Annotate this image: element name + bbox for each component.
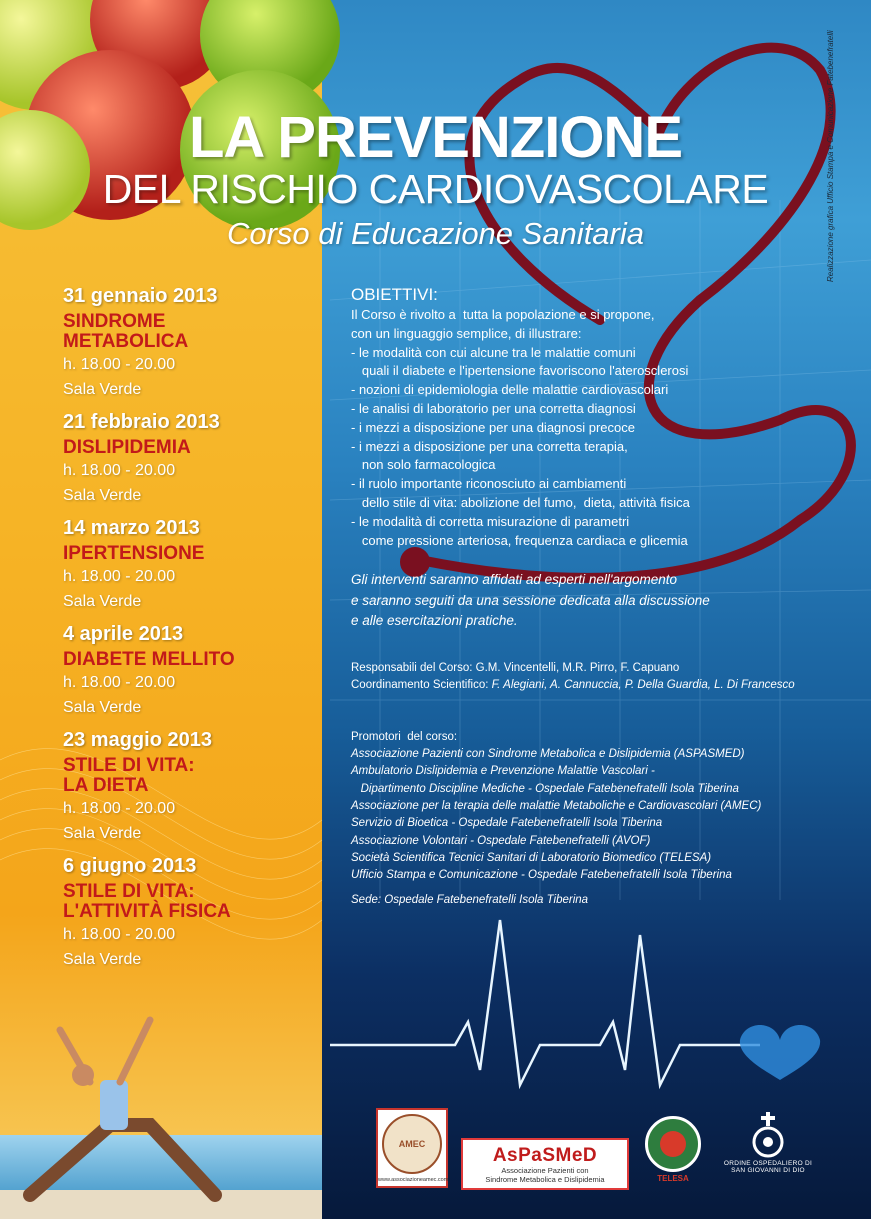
session-item bbox=[63, 622, 313, 720]
coordination-label: Coordinamento Scientifico: bbox=[351, 679, 492, 692]
session-room: Sala Verde bbox=[63, 699, 142, 716]
session-time: h. 18.00 - 20.00 bbox=[63, 674, 176, 691]
session-date: 31 gennaio 2013 bbox=[63, 285, 218, 307]
coordination-value: F. Alegiani, A. Cannuccia, P. Della Guardia, L. Di Francesco bbox=[491, 679, 795, 692]
graphic-credit: Realizzazione grafica Ufficio Stampa e Comunicazione Fatebenefratelli bbox=[826, 30, 835, 282]
promoter-item: Ufficio Stampa e Comunicazione - Ospedale Fatebenefratelli Isola Tiberina bbox=[351, 869, 732, 882]
aspasmed-name: AsPaSMeD bbox=[492, 1145, 598, 1166]
session-time: h. 18.00 - 20.00 bbox=[63, 356, 176, 373]
objectives-line: non solo farmacologica bbox=[351, 457, 496, 473]
amec-logo-name: AMEC bbox=[398, 1139, 426, 1149]
session-item bbox=[63, 728, 313, 846]
fbf-order-line1: ORDINE OSPEDALIERO DI bbox=[723, 1160, 813, 1167]
session-topic: IPERTENSIONE bbox=[63, 543, 205, 564]
session-topic: STILE DI VITA: L'ATTIVITÀ FISICA bbox=[63, 881, 231, 922]
promoters-block bbox=[351, 729, 821, 885]
promoter-item: Associazione Volontari - Ospedale Fatebenefratelli (AVOF) bbox=[351, 834, 651, 847]
objectives-line: - le analisi di laboratorio per una corretta diagnosi bbox=[351, 400, 636, 416]
session-list bbox=[63, 284, 313, 980]
telesa-name: TELESA bbox=[657, 1174, 689, 1183]
session-date: 21 febbraio 2013 bbox=[63, 411, 220, 433]
interventions-line: Gli interventi saranno affidati ad esperti nell'argomento bbox=[351, 572, 678, 588]
objectives-line: con un linguaggio semplice, di illustrare: bbox=[351, 325, 582, 341]
objectives-line: Il Corso è rivolto a tutta la popolazione e si propone, bbox=[351, 307, 655, 322]
objectives-line: - le modalità con cui alcune tra le malattie comuni bbox=[351, 344, 636, 360]
session-item bbox=[63, 854, 313, 972]
objectives-line: - le modalità di corretta misurazione di parametri bbox=[351, 513, 630, 529]
course-tagline: Corso di Educazione Sanitaria bbox=[226, 216, 645, 251]
telesa-emblem-icon bbox=[645, 1116, 701, 1172]
responsibles-value: G.M. Vincentelli, M.R. Pirro, F. Capuano bbox=[475, 661, 680, 674]
blue-heart-icon bbox=[740, 1025, 820, 1080]
fatebenefratelli-logo bbox=[722, 1112, 814, 1192]
objectives-text bbox=[351, 306, 821, 550]
session-date: 4 aprile 2013 bbox=[63, 623, 184, 645]
objectives-line: - nozioni di epidemiologia delle malattie cardiovascolari bbox=[351, 382, 669, 398]
session-time: h. 18.00 - 20.00 bbox=[63, 800, 176, 817]
sponsor-logos bbox=[0, 1108, 871, 1198]
fbf-order-line2: SAN GIOVANNI DI DIO bbox=[731, 1167, 805, 1174]
responsibles-label: Responsabili del Corso: bbox=[351, 661, 476, 674]
promoter-item: Dipartimento Discipline Mediche - Ospedale Fatebenefratelli Isola Tiberina bbox=[351, 782, 739, 795]
venue-text: Sede: Ospedale Fatebenefratelli Isola Tiberina bbox=[351, 893, 589, 906]
session-topic: SINDROME METABOLICA bbox=[63, 311, 189, 352]
session-time: h. 18.00 - 20.00 bbox=[63, 926, 176, 943]
promoters-title: Promotori del corso: bbox=[351, 730, 458, 743]
session-time: h. 18.00 - 20.00 bbox=[63, 462, 176, 479]
session-date: 14 marzo 2013 bbox=[63, 517, 200, 539]
objectives-line: come pressione arteriosa, frequenza cardiaca e glicemia bbox=[351, 532, 688, 548]
session-room: Sala Verde bbox=[63, 825, 142, 842]
session-item bbox=[63, 410, 313, 508]
interventions-line: e saranno seguiti da una sessione dedicata alla discussione bbox=[351, 592, 710, 608]
objectives-line: dello stile di vita: abolizione del fumo, dieta, attività fisica bbox=[351, 494, 690, 510]
session-item bbox=[63, 516, 313, 614]
promoter-item: Associazione per la terapia delle malattie Metaboliche e Cardiovascolari (AMEC) bbox=[351, 800, 762, 813]
responsibles-block bbox=[351, 660, 821, 695]
promoter-item: Associazione Pazienti con Sindrome Metabolica e Dislipidemia (ASPASMED) bbox=[351, 748, 745, 761]
scientific-coordination bbox=[351, 677, 821, 695]
interventions-line: e alle esercitazioni pratiche. bbox=[351, 613, 518, 629]
objectives-line: - il ruolo importante riconosciuto ai cambiamenti bbox=[351, 476, 627, 492]
objectives-line: - i mezzi a disposizione per una diagnosi precoce bbox=[351, 419, 635, 435]
aspasmed-logo bbox=[461, 1138, 629, 1190]
session-time: h. 18.00 - 20.00 bbox=[63, 568, 176, 585]
session-topic: DISLIPIDEMIA bbox=[63, 437, 191, 458]
pomegranate-cross-icon bbox=[748, 1112, 788, 1158]
objectives-title: OBIETTIVI: bbox=[351, 285, 438, 304]
promoter-item: Società Scientifica Tecnici Sanitari di Laboratorio Biomedico (TELESA) bbox=[351, 851, 712, 864]
interventions-text bbox=[351, 570, 821, 632]
page-subtitle: DEL RISCHIO CARDIOVASCOLARE bbox=[102, 166, 769, 212]
promoter-item: Servizio di Bioetica - Ospedale Fatebenefratelli Isola Tiberina bbox=[351, 817, 663, 830]
session-date: 6 giugno 2013 bbox=[63, 855, 197, 877]
objectives-line: quali il diabete e l'ipertensione favoriscono l'aterosclerosi bbox=[351, 363, 689, 379]
session-item bbox=[63, 284, 313, 402]
session-room: Sala Verde bbox=[63, 381, 142, 398]
ecg-line bbox=[330, 920, 760, 1085]
course-details bbox=[351, 284, 821, 906]
objectives-line: - i mezzi a disposizione per una corretta terapia, bbox=[351, 438, 628, 454]
session-room: Sala Verde bbox=[63, 951, 142, 968]
vitruvian-man-icon bbox=[382, 1114, 442, 1174]
promoter-item: Ambulatorio Dislipidemia e Prevenzione Malattie Vascolari - bbox=[351, 765, 655, 778]
session-topic: DIABETE MELLITO bbox=[63, 649, 235, 670]
session-topic: STILE DI VITA: LA DIETA bbox=[63, 755, 195, 796]
page-title: LA PREVENZIONE bbox=[188, 105, 683, 170]
telesa-logo bbox=[643, 1116, 703, 1196]
session-date: 23 maggio 2013 bbox=[63, 729, 212, 751]
course-responsibles bbox=[351, 660, 821, 678]
amec-logo bbox=[376, 1108, 448, 1188]
session-room: Sala Verde bbox=[63, 593, 142, 610]
session-room: Sala Verde bbox=[63, 487, 142, 504]
amec-url: www.associazioneamec.com bbox=[378, 1177, 449, 1183]
aspasmed-subtitle-2: Sindrome Metabolica e Dislipidemia bbox=[485, 1175, 605, 1184]
aspasmed-subtitle-1: Associazione Pazienti con bbox=[501, 1166, 589, 1175]
